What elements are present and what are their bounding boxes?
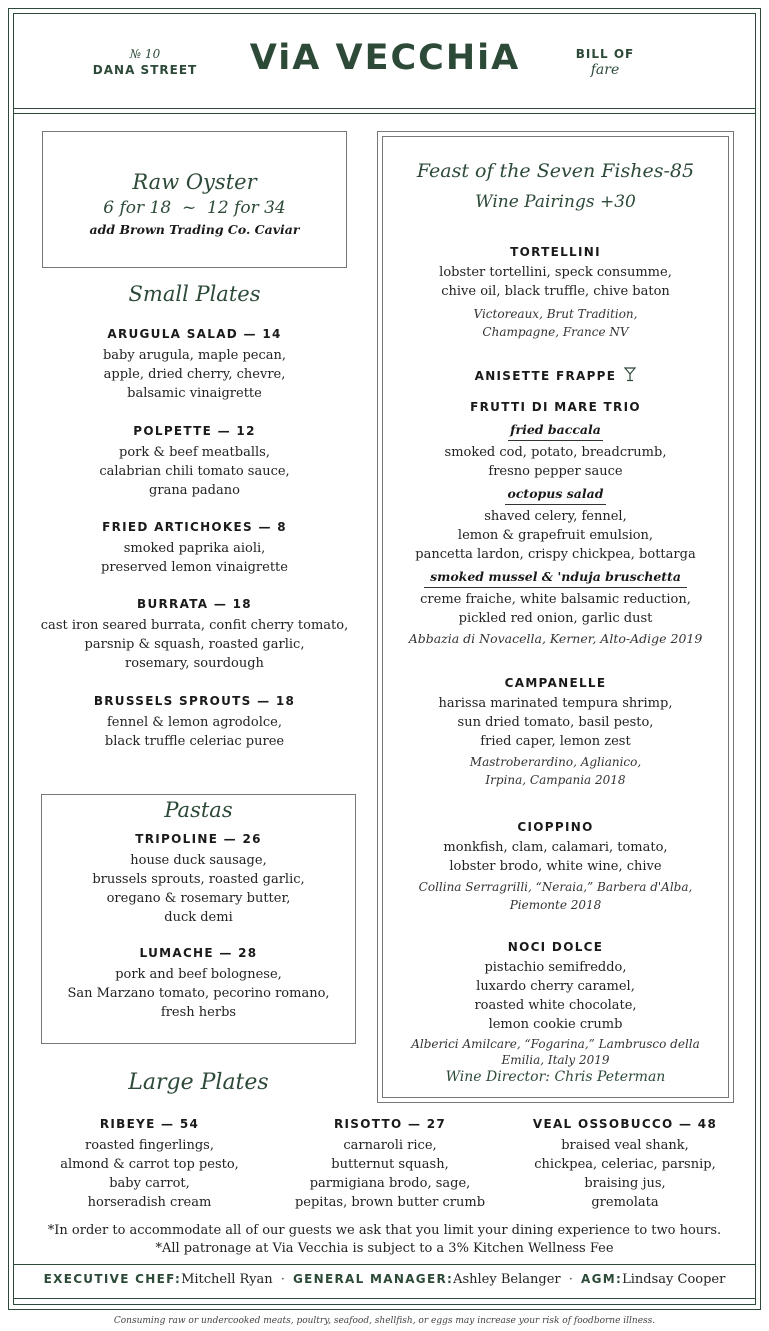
item-desc: carnaroli rice, [343,1138,437,1153]
course-desc: lobster tortellini, speck consumme, [439,265,672,280]
feast-course-anisette [382,365,729,384]
gm-name: Ashley Belanger [453,1272,561,1287]
wine-pairing: Alberici Amilcare, “Fogarina,” Lambrusco della [411,1037,700,1051]
small-plate-item [22,424,367,500]
feast-course-campanelle [382,676,729,789]
pasta-item [41,946,356,1022]
item-desc: balsamic vinaigrette [127,386,262,401]
course-desc: monkfish, clam, calamari, tomato, [443,840,668,855]
item-desc: oregano & rosemary butter, [106,891,291,906]
item-name: TRIPOLINE — 26 [135,832,262,846]
item-desc: rosemary, sourdough [125,656,264,671]
course-desc: sun dried tomato, basil pesto, [457,715,654,730]
pastas-title: Pastas [164,798,233,822]
item-desc: parmigiana brodo, sage, [309,1176,471,1191]
policy-note: *All patronage at Via Vecchia is subject to a 3% Kitchen Wellness Fee [155,1241,614,1256]
course-name: ANISETTE FRAPPE [474,369,617,383]
course-desc: chive oil, black truffle, chive baton [441,284,670,299]
course-name: CIOPPINO [517,820,594,834]
pasta-item [41,832,356,927]
bill-of-fare [555,46,655,78]
item-desc: pepitas, brown butter crumb [294,1195,486,1210]
wine-pairing: Emilia, Italy 2019 [501,1053,610,1067]
course-desc: roasted white chocolate, [474,998,637,1013]
address-street: DANA STREET [92,63,198,77]
foodborne-disclaimer: Consuming raw or undercooked meats, poultry, seafood, shellfish, or eggs may increase your risk of foodborne illness. [113,1316,656,1326]
item-desc: braised veal shank, [561,1138,689,1153]
large-plate-item [22,1117,277,1212]
chef-role: EXECUTIVE CHEF: [43,1272,182,1286]
course-desc: pistachio semifreddo, [484,960,627,975]
item-desc: smoked paprika aioli, [123,541,266,556]
footer-divider-bottom [13,1298,756,1299]
item-desc: San Marzano tomato, pecorino romano, [67,986,330,1001]
wine-pairing: Piemonte 2018 [509,898,602,912]
item-desc: horseradish cream [87,1195,212,1210]
item-desc: butternut squash, [331,1157,449,1172]
footer-divider-top [13,1264,756,1265]
item-desc: fennel & lemon agrodolce, [107,715,282,730]
separator: · [568,1272,573,1287]
wine-pairing: Victoreaux, Brut Tradition, [473,307,638,321]
feast-course-noci-dolce [382,940,729,1086]
wine-pairing: Abbazia di Novacella, Kerner, Alto-Adige 2019 [408,631,703,646]
bill-of-label: BILL OF [575,47,635,61]
item-desc: black truffle celeriac puree [104,734,285,749]
wine-pairing: Irpina, Campania 2018 [485,773,626,787]
policy-note: *In order to accommodate all of our guests we ask that you limit your dining experience to two hours. [47,1223,722,1238]
item-name: BURRATA — 18 [137,597,252,611]
item-desc: almond & carrot top pesto, [60,1157,239,1172]
course-desc: lemon & grapefruit emulsion, [457,528,654,543]
wine-pairings: Wine Pairings +30 [475,192,636,212]
raw-oyster-addon: add Brown Trading Co. Caviar [89,222,300,237]
course-name: NOCI DOLCE [507,940,604,954]
raw-oyster-prices: 6 for 18 ~ 12 for 34 [103,198,286,218]
sub-dish-title: smoked mussel & 'nduja bruschetta [424,569,687,588]
course-desc: fried caper, lemon zest [480,734,631,749]
item-desc: calabrian chili tomato sauce, [99,464,290,479]
large-plate-item [270,1117,510,1212]
small-plate-item [22,597,367,673]
item-desc: parsnip & squash, roasted garlic, [84,637,305,652]
agm-role: AGM: [581,1272,623,1286]
course-desc: lobster brodo, white wine, chive [449,859,662,874]
item-name: FRIED ARTICHOKES — 8 [102,520,287,534]
item-desc: fresh herbs [160,1005,237,1020]
cocktail-glass-icon [624,367,636,382]
course-desc: shaved celery, fennel, [484,509,627,524]
course-desc: harissa marinated tempura shrimp, [438,696,673,711]
item-name: POLPETTE — 12 [133,424,256,438]
item-desc: pork & beef meatballs, [119,445,270,460]
item-desc: chickpea, celeriac, parsnip, [534,1157,716,1172]
item-name: LUMACHE — 28 [139,946,258,960]
pastas-section [41,798,356,822]
item-desc: baby carrot, [109,1176,190,1191]
small-plate-item [22,520,367,577]
small-plates-title: Small Plates [128,282,261,306]
wine-pairing: Mastroberardino, Aglianico, [469,755,642,769]
item-name: RISOTTO — 27 [333,1117,447,1131]
policy-notes [13,1222,756,1258]
raw-oyster-title: Raw Oyster [132,170,257,194]
gm-role: GENERAL MANAGER: [293,1272,454,1286]
address-number: № 10 [129,47,161,61]
item-desc: apple, dried cherry, chevre, [103,367,286,382]
separator: · [280,1272,285,1287]
item-desc: house duck sausage, [130,853,267,868]
item-desc: brussels sprouts, roasted garlic, [92,872,305,887]
address [70,46,220,78]
header-divider-bottom [13,113,756,114]
agm-name: Lindsay Cooper [622,1272,726,1287]
item-desc: preserved lemon vinaigrette [101,560,288,575]
feast-course-tortellini [382,245,729,341]
item-name: BRUSSELS SPROUTS — 18 [93,694,296,708]
course-name: CAMPANELLE [504,676,607,690]
course-desc: pancetta lardon, crispy chickpea, bottarga [415,547,696,562]
large-plates-section [41,1070,356,1095]
course-desc: creme fraiche, white balsamic reduction, [420,592,691,607]
raw-oyster-section [42,170,347,237]
item-desc: grana padano [149,483,240,498]
item-name: ARUGULA SALAD — 14 [107,327,282,341]
item-desc: duck demi [164,910,233,925]
large-plates-title: Large Plates [128,1070,269,1095]
item-name: VEAL OSSOBUCCO — 48 [532,1117,718,1131]
course-desc: smoked cod, potato, breadcrumb, [444,445,667,460]
course-desc: luxardo cherry caramel, [476,979,635,994]
wine-pairing: Collina Serragrilli, “Neraia,” Barbera d'Alba, [418,880,693,894]
item-desc: braising jus, [584,1176,666,1191]
large-plate-item [505,1117,745,1212]
course-desc: pickled red onion, garlic dust [458,611,653,626]
item-desc: cast iron seared burrata, confit cherry tomato, [40,618,349,633]
small-plates-section [42,282,347,306]
fare-label: fare [590,62,620,78]
chef-name: Mitchell Ryan [181,1272,273,1287]
course-desc: fresno pepper sauce [488,464,623,479]
staff-credits [13,1272,756,1287]
course-desc: lemon cookie crumb [488,1017,623,1032]
wine-pairing: Champagne, France NV [482,325,629,339]
item-desc: gremolata [591,1195,659,1210]
feast-title: Feast of the Seven Fishes-85 [416,160,695,182]
header-divider-top [13,108,756,109]
feast-course-frutti [382,400,729,648]
item-desc: pork and beef bolognese, [115,967,282,982]
feast-course-cioppino [382,820,729,914]
item-desc: baby arugula, maple pecan, [102,348,286,363]
item-name: RIBEYE — 54 [99,1117,200,1131]
feast-section [382,160,729,212]
small-plate-item [22,694,367,751]
sub-dish-title: octopus salad [505,486,605,505]
course-name: TORTELLINI [510,245,601,259]
small-plate-item [22,327,367,403]
sub-dish-title: fried baccala [508,422,603,441]
wine-director: Wine Director: Chris Peterman [445,1069,666,1085]
item-desc: roasted fingerlings, [85,1138,214,1153]
course-name: FRUTTI DI MARE TRIO [470,400,641,414]
restaurant-name: ViA VECCHiA [249,38,521,78]
